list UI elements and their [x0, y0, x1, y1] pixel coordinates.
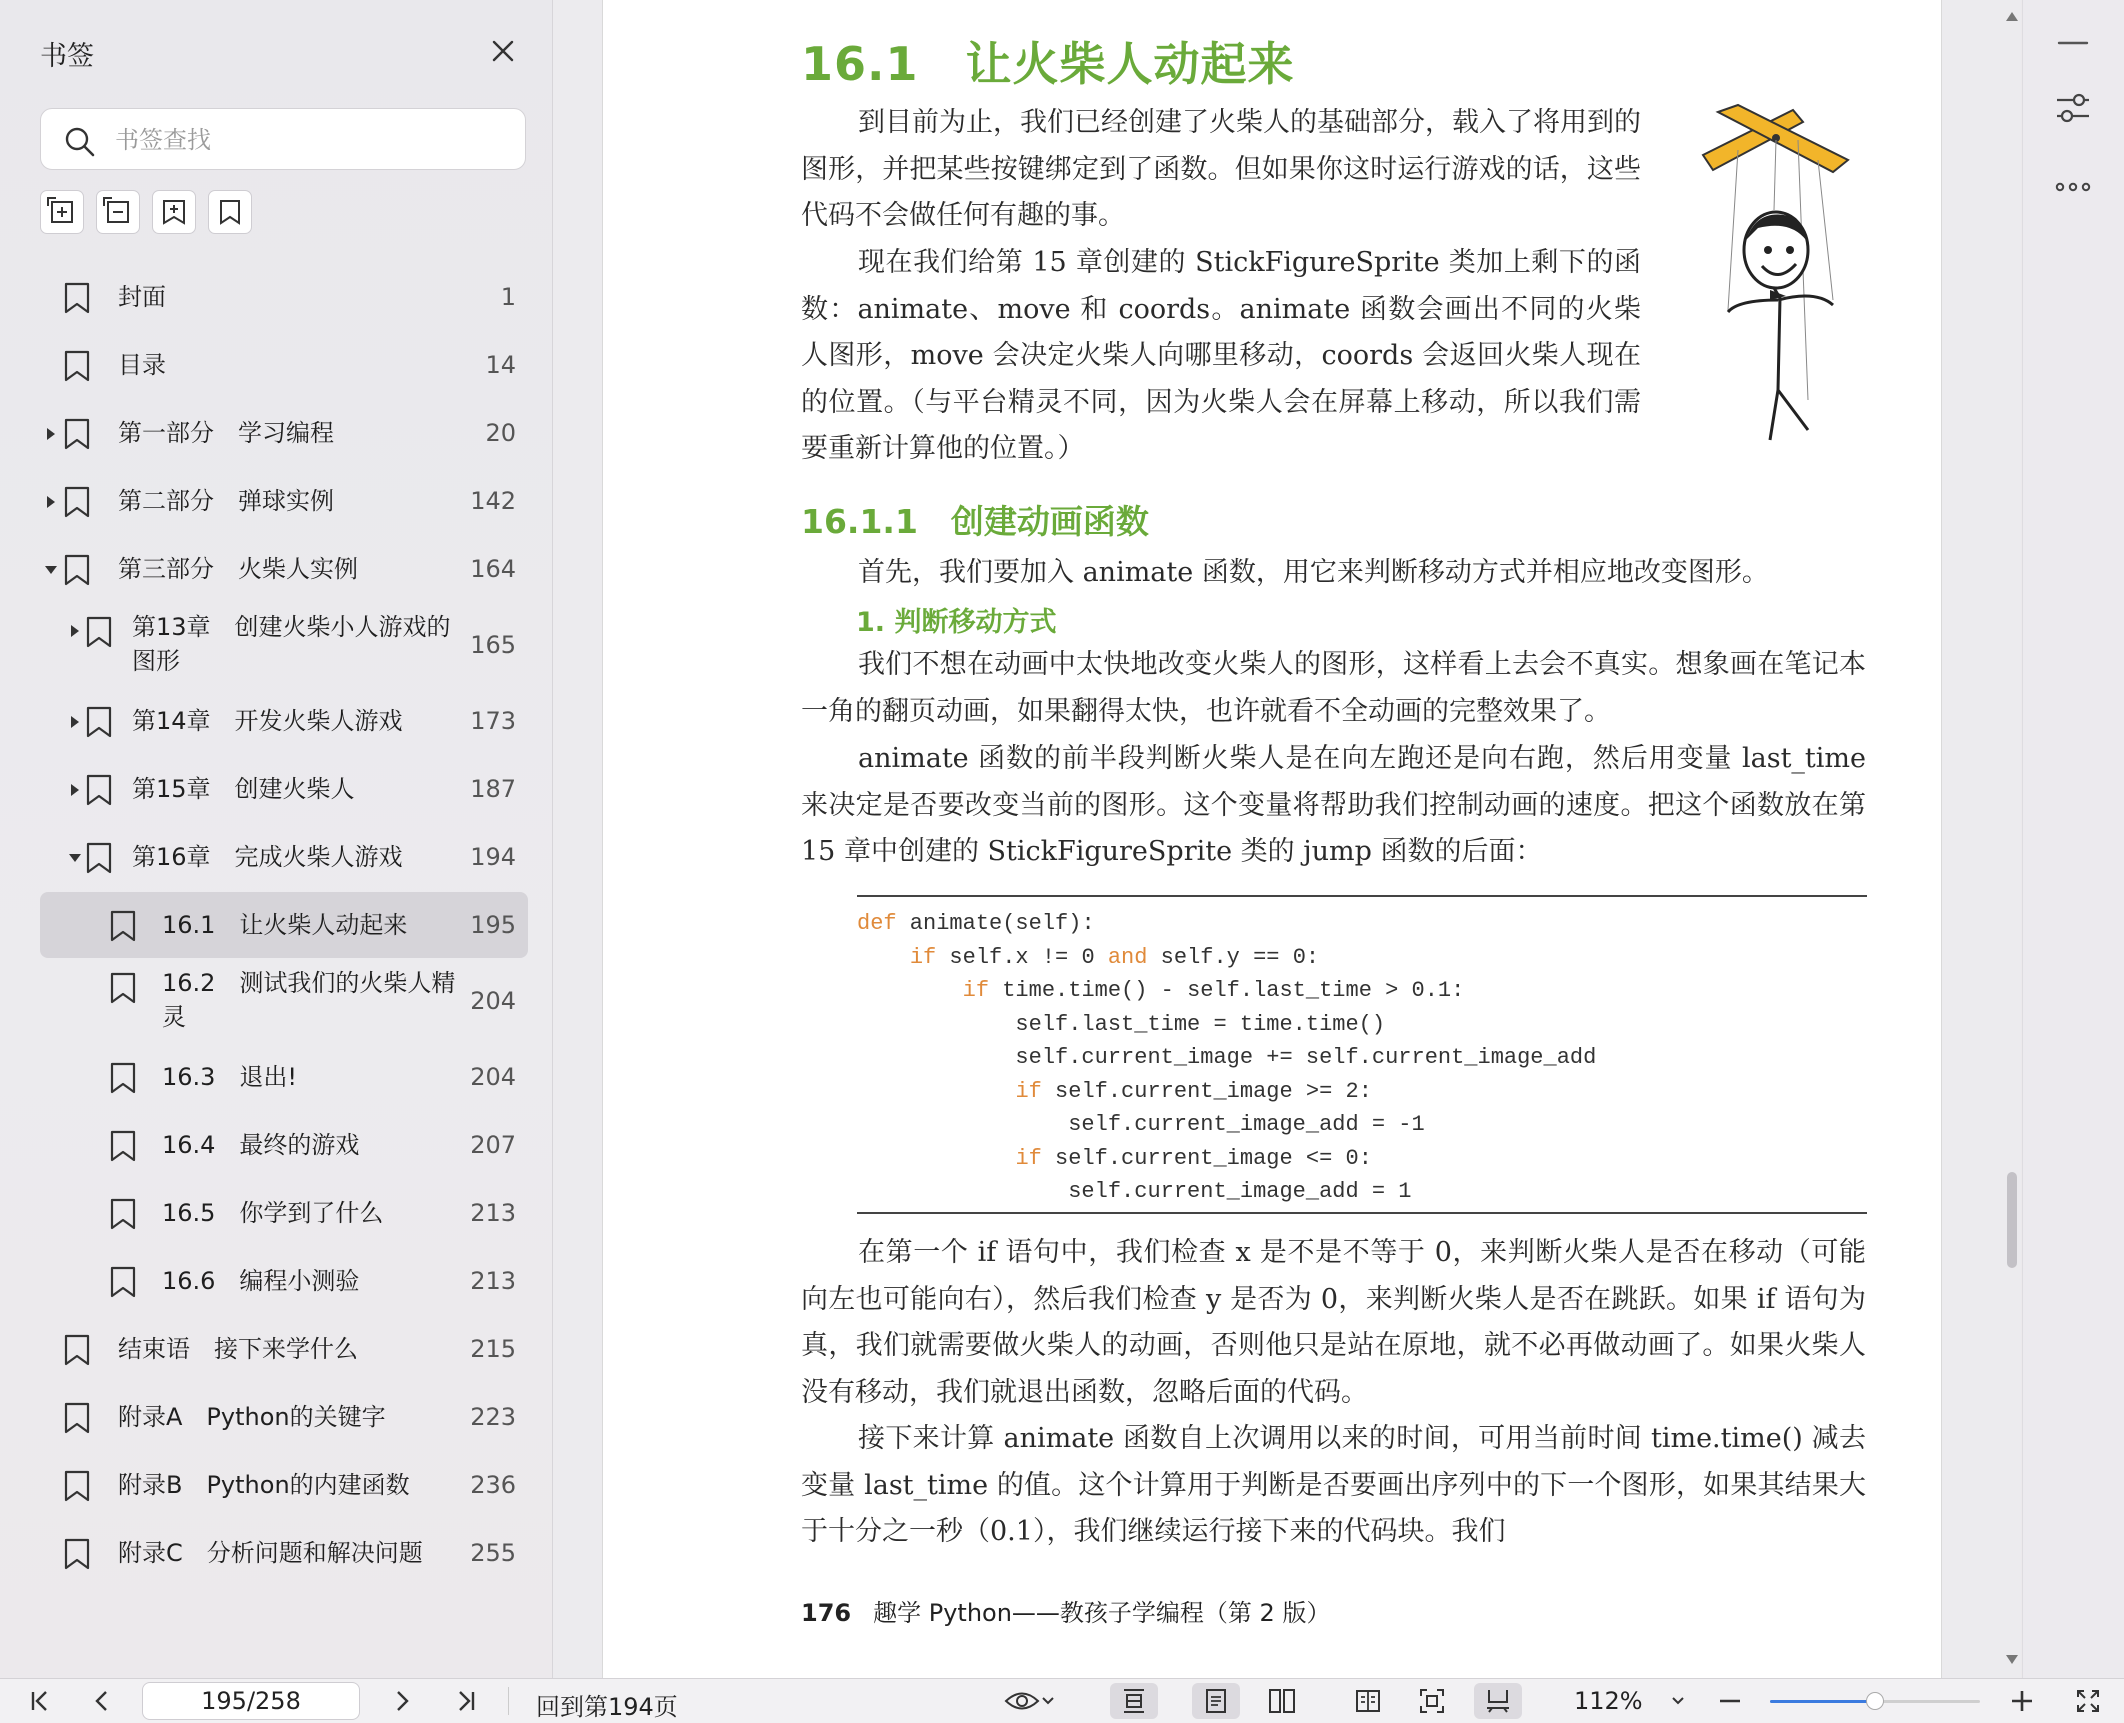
bookmark-icon	[64, 282, 90, 314]
plus-icon	[2009, 1688, 2035, 1714]
divider	[508, 1687, 509, 1715]
scroll-down-icon[interactable]	[2005, 1652, 2019, 1666]
bookmark-label: 第二部分 弹球实例	[118, 487, 334, 515]
bookmark-page-number: 173	[470, 707, 516, 735]
first-page-icon	[27, 1688, 53, 1714]
bookmark-icon	[110, 1130, 136, 1162]
paragraph: 现在我们给第 15 章创建的 StickFigureSprite 类加上剩下的函数：animate、move 和 coords。animate 函数会画出不同的火柴人图形，move 会决定火柴人向哪里移动，coords 会返回火柴人现在的位置。（与平台精灵不同，因为火柴人会在屏幕上移动，所以我们需要重新计算他的位置。）	[801, 247, 1641, 464]
bookmark-search-input[interactable]	[113, 121, 507, 159]
chevron-left-icon	[89, 1688, 115, 1714]
fit-page-button[interactable]	[1408, 1683, 1456, 1719]
bottom-toolbar	[0, 1678, 2124, 1723]
bookmark-label: 附录B Python的内建函数	[118, 1471, 410, 1499]
continuous-scroll-icon	[1484, 1687, 1512, 1715]
bookmark-page-number: 187	[470, 775, 516, 803]
bookmark-icon	[64, 1402, 90, 1434]
last-page-icon	[453, 1688, 479, 1714]
bookmark-item[interactable]	[40, 1452, 528, 1518]
close-icon	[486, 34, 520, 68]
minimize-button[interactable]	[2051, 28, 2095, 58]
chevron-right-icon	[389, 1688, 415, 1714]
subsubsection-heading: 1. 判断移动方式	[856, 607, 1057, 638]
bookmark-label: 附录A Python的关键字	[118, 1403, 386, 1431]
bookmark-page-number: 236	[470, 1471, 516, 1499]
two-page-icon	[1268, 1687, 1296, 1715]
add-bookmark-icon	[159, 197, 189, 227]
chevron-down-icon	[1670, 1693, 1686, 1709]
scrollbar-thumb[interactable]	[2007, 1172, 2017, 1268]
document-viewer[interactable]	[553, 0, 2021, 1678]
bookmark-page-number: 213	[470, 1267, 516, 1295]
single-page-button[interactable]	[1192, 1683, 1240, 1719]
paragraph: 我们不想在动画中太快地改变火柴人的图形，这样看上去会不真实。想象画在笔记本一角的翻页动画，如果翻得太快，也许就看不全动画的完整效果了。	[801, 649, 1866, 727]
bookmark-item[interactable]	[40, 468, 528, 534]
bookmark-label: 16.2 测试我们的火柴人精 灵	[162, 969, 456, 1031]
minimize-icon	[2051, 28, 2095, 58]
bookmark-icon	[86, 706, 112, 738]
code-listing	[857, 895, 1867, 1214]
zoom-slider[interactable]	[1770, 1700, 1980, 1703]
bookmark-page-number: 14	[485, 351, 516, 379]
bookmark-label: 第16章 完成火柴人游戏	[132, 843, 403, 871]
bookmark-icon	[110, 1266, 136, 1298]
paragraph: animate 函数的前半段判断火柴人是在向左跑还是向右跑，然后用变量 last_time 来决定是否要改变当前的图形。这个变量将帮助我们控制动画的速度。把这个函数放在第 15 章中创建的 StickFigureSprite 类的 jump 函数的后面：	[801, 743, 1866, 867]
footer-book-title: 趣学 Python——教孩子学编程（第 2 版）	[873, 1599, 1331, 1627]
bookmark-label: 16.3 退出!	[162, 1063, 298, 1091]
triangle-right-icon[interactable]	[44, 495, 58, 509]
bookmark-icon	[110, 1198, 136, 1230]
bookmark-icon	[110, 972, 136, 1004]
bookmark-label: 目录	[118, 351, 166, 379]
bookmark-page-number: 215	[470, 1335, 516, 1363]
two-page-button[interactable]	[1258, 1683, 1306, 1719]
triangle-right-icon[interactable]	[68, 783, 82, 797]
vertical-scrollbar[interactable]	[2003, 0, 2021, 1678]
sidebar-title: 书签	[40, 41, 94, 72]
single-page-icon	[1202, 1687, 1230, 1715]
chevron-down-icon	[1040, 1693, 1056, 1709]
puppet-stick-figure-illustration	[1698, 100, 1858, 470]
fullscreen-icon	[2075, 1688, 2101, 1714]
bookmark-page-number: 195	[470, 911, 516, 939]
fit-page-icon	[1418, 1687, 1446, 1715]
bookmark-item[interactable]	[40, 332, 528, 398]
bookmark-page-number: 204	[470, 987, 516, 1015]
bookmark-icon	[64, 1334, 90, 1366]
bookmark-icon	[86, 842, 112, 874]
bookmark-item[interactable]	[40, 400, 528, 466]
bookmark-page-number: 194	[470, 843, 516, 871]
bookmark-icon	[110, 1062, 136, 1094]
bookmark-page-number: 20	[485, 419, 516, 447]
bookmark-page-number: 165	[470, 631, 516, 659]
bookmark-item[interactable]	[40, 1316, 528, 1382]
bookmark-item[interactable]	[40, 688, 528, 754]
go-back-link[interactable]: 回到第194页	[536, 1693, 678, 1721]
bookmark-page-number: 213	[470, 1199, 516, 1227]
expand-all-icon	[47, 197, 77, 227]
scroll-up-icon[interactable]	[2005, 10, 2019, 24]
bookmark-icon	[86, 616, 112, 648]
subsection-heading: 16.1.1 创建动画函数	[801, 502, 1149, 541]
fullscreen-button[interactable]	[2068, 1683, 2108, 1719]
bookmark-icon	[64, 486, 90, 518]
zoom-out-button[interactable]	[1712, 1683, 1748, 1719]
section-heading: 16.1 让火柴人动起来	[801, 37, 1295, 91]
zoom-in-button[interactable]	[2004, 1683, 2040, 1719]
bookmark-item[interactable]	[40, 1520, 528, 1586]
bookmark-page-number: 207	[470, 1131, 516, 1159]
settings-button[interactable]	[2051, 88, 2095, 128]
bookmark-label: 第一部分 学习编程	[118, 419, 334, 447]
view-mode-dropdown[interactable]	[998, 1683, 1062, 1719]
book-view-button[interactable]	[1344, 1683, 1392, 1719]
page-number-input[interactable]	[142, 1682, 360, 1720]
footer-page-number: 176	[801, 1599, 852, 1627]
bookmark-page-number: 223	[470, 1403, 516, 1431]
bookmark-page-number: 142	[470, 487, 516, 515]
zoom-slider-fill	[1770, 1700, 1875, 1703]
bookmark-label: 第14章 开发火柴人游戏	[132, 707, 403, 735]
bookmark-label: 结束语 接下来学什么	[118, 1335, 358, 1363]
bookmark-icon	[64, 418, 90, 450]
bookmark-item[interactable]	[40, 1112, 528, 1178]
paragraph: 首先，我们要加入 animate 函数，用它来判断移动方式并相应地改变图形。	[858, 557, 1769, 588]
bookmark-icon	[64, 554, 90, 586]
document-page	[602, 0, 1942, 1678]
bookmark-toggle-button[interactable]	[208, 190, 252, 234]
bookmark-item[interactable]	[40, 1044, 528, 1110]
triangle-right-icon[interactable]	[44, 427, 58, 441]
triangle-right-icon[interactable]	[68, 715, 82, 729]
bookmark-search[interactable]	[40, 108, 526, 170]
triangle-down-icon[interactable]	[68, 851, 82, 865]
bookmark-item[interactable]	[40, 604, 528, 686]
bookmark-item[interactable]	[40, 536, 528, 602]
bookmark-item[interactable]	[40, 264, 528, 330]
bookmark-item[interactable]	[40, 960, 528, 1042]
bookmark-page-number: 255	[470, 1539, 516, 1567]
bookmark-page-number: 1	[500, 283, 516, 311]
search-icon	[63, 125, 97, 159]
bookmark-icon	[64, 350, 90, 382]
triangle-right-icon[interactable]	[68, 624, 82, 638]
more-icon	[2051, 172, 2095, 202]
settings-sliders-icon	[2051, 88, 2095, 128]
bookmark-page-number: 204	[470, 1063, 516, 1091]
bookmark-item[interactable]	[40, 1248, 528, 1314]
previous-page-button[interactable]	[84, 1683, 120, 1719]
bookmark-label: 第13章 创建火柴小人游戏的 图形	[132, 613, 451, 675]
bookmark-item[interactable]	[40, 1180, 528, 1246]
bookmark-item[interactable]	[40, 756, 528, 822]
bookmark-item[interactable]	[40, 824, 528, 890]
zoom-level: 112%	[1574, 1687, 1643, 1715]
bookmark-label: 封面	[118, 283, 166, 311]
add-bookmark-button[interactable]	[152, 190, 196, 234]
bookmark-page-number: 164	[470, 555, 516, 583]
bookmark-icon	[64, 1538, 90, 1570]
more-button[interactable]	[2051, 172, 2095, 202]
bookmark-label: 16.4 最终的游戏	[162, 1131, 360, 1159]
fit-width-button[interactable]	[1110, 1683, 1158, 1719]
paragraph: 接下来计算 animate 函数自上次调用以来的时间，可用当前时间 time.time() 减去变量 last_time 的值。这个计算用于判断是否要画出序列中的下一个图形，如果其结果大于十分之一秒（0.1），我们继续运行接下来的代码块。我们	[801, 1423, 1866, 1547]
last-page-button[interactable]	[448, 1683, 484, 1719]
right-toolbar	[2022, 0, 2124, 1678]
code-block: def animate(self): if self.x != 0 and self.y == 0: if time.time() - self.last_time > 0.1: self.last_time = time.time() self.current_image += self.current_image_add if self.current_image >= 2: self.current_image_add = -1 if self.current_image <= 0: self.current_image_add = 1	[857, 911, 1597, 1204]
first-page-button[interactable]	[22, 1683, 58, 1719]
bookmark-icon	[86, 774, 112, 806]
bookmark-label: 附录C 分析问题和解决问题	[118, 1539, 423, 1567]
expand-all-button[interactable]	[40, 190, 84, 234]
book-view-icon	[1354, 1687, 1382, 1715]
next-page-button[interactable]	[384, 1683, 420, 1719]
bookmark-label: 第三部分 火柴人实例	[118, 555, 358, 583]
page-footer	[801, 1593, 1330, 1628]
bookmark-icon	[110, 910, 136, 942]
triangle-down-icon[interactable]	[44, 563, 58, 577]
close-sidebar-button[interactable]	[486, 34, 520, 68]
bookmark-item[interactable]	[40, 892, 528, 958]
bookmark-label: 16.6 编程小测验	[162, 1267, 360, 1295]
continuous-scroll-button[interactable]	[1474, 1683, 1522, 1719]
zoom-dropdown[interactable]	[1664, 1683, 1692, 1719]
paragraph: 到目前为止，我们已经创建了火柴人的基础部分，载入了将用到的图形，并把某些按键绑定到了函数。但如果你这时运行游戏的话，这些代码不会做任何有趣的事。	[801, 107, 1641, 231]
bookmark-sidebar	[0, 0, 553, 1678]
bookmark-label: 16.1 让火柴人动起来	[162, 911, 408, 939]
bookmark-label: 第15章 创建火柴人	[132, 775, 355, 803]
paragraph: 在第一个 if 语句中，我们检查 x 是不是不等于 0，来判断火柴人是否在移动（可能向左也可能向右），然后我们检查 y 是否为 0，来判断火柴人是否在跳跃。如果 if 语句为真，我们就需要做火柴人的动画，否则他只是站在原地，就不必再做动画了。如果火柴人没有移动，我们就退出函数，忽略后面的代码。	[801, 1237, 1866, 1408]
minus-icon	[1717, 1688, 1743, 1714]
bookmark-outline-icon	[215, 197, 245, 227]
zoom-slider-handle[interactable]	[1866, 1692, 1884, 1710]
bookmark-label: 16.5 你学到了什么	[162, 1199, 384, 1227]
bookmark-item[interactable]	[40, 1384, 528, 1450]
eye-icon	[1004, 1688, 1040, 1714]
fit-width-icon	[1120, 1687, 1148, 1715]
collapse-all-icon	[103, 197, 133, 227]
collapse-all-button[interactable]	[96, 190, 140, 234]
bookmark-icon	[64, 1470, 90, 1502]
